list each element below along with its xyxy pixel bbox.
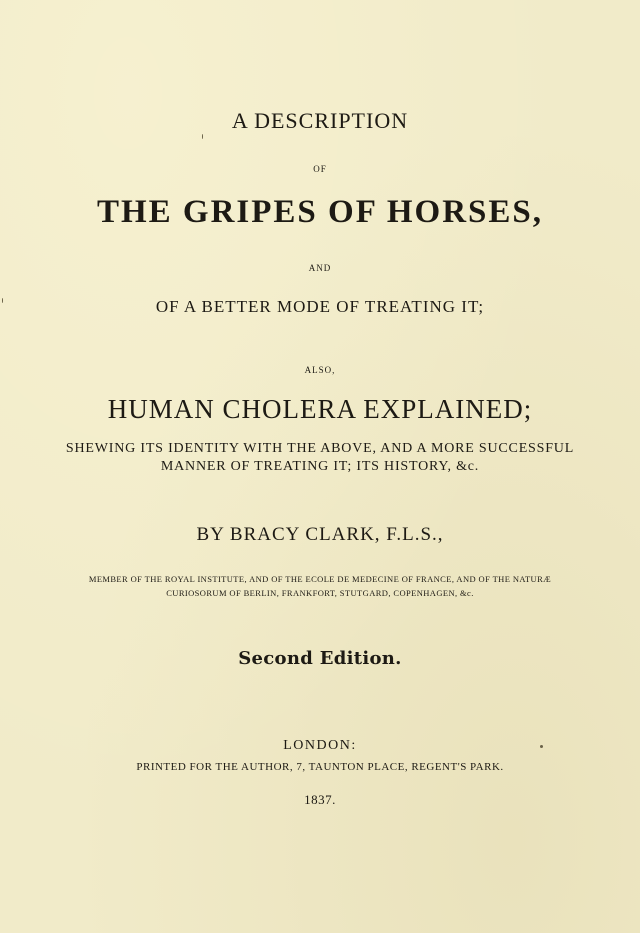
affiliation-line-2: CURIOSORUM OF BERLIN, FRANKFORT, STUTGARD, COPENHAGEN, &c. [166, 588, 474, 598]
place-line: LONDON: [283, 738, 357, 753]
connector-of: OF [313, 164, 327, 174]
paper-speck [2, 298, 3, 303]
description-line-1: SHEWING ITS IDENTITY WITH THE ABOVE, AND A MORE SUCCESSFUL [65, 441, 575, 456]
description-line-2: MANNER OF TREATING IT; ITS HISTORY, &c. [160, 459, 480, 474]
heading-a-description: A DESCRIPTION [231, 108, 409, 133]
affiliation-line-1: MEMBER OF THE ROYAL INSTITUTE, AND OF THE ECOLE DE MEDECINE OF FRANCE, AND OF THE NATURÆ [88, 574, 552, 584]
year-line: 1837. [304, 792, 336, 807]
author-line: BY BRACY CLARK, F.L.S., [196, 524, 444, 545]
connector-and: AND [308, 263, 332, 273]
connector-also: ALSO, [304, 365, 336, 375]
second-title: HUMAN CHOLERA EXPLAINED; [107, 394, 533, 424]
printer-line: PRINTED FOR THE AUTHOR, 7, TAUNTON PLACE, REGENT'S PARK. [136, 761, 504, 773]
paper-speck [540, 745, 543, 748]
main-title: THE GRIPES OF HORSES, [96, 194, 544, 230]
subtitle: OF A BETTER MODE OF TREATING IT; [155, 297, 485, 316]
edition-line: Second Edition. [238, 648, 402, 669]
paper-speck [202, 134, 203, 139]
